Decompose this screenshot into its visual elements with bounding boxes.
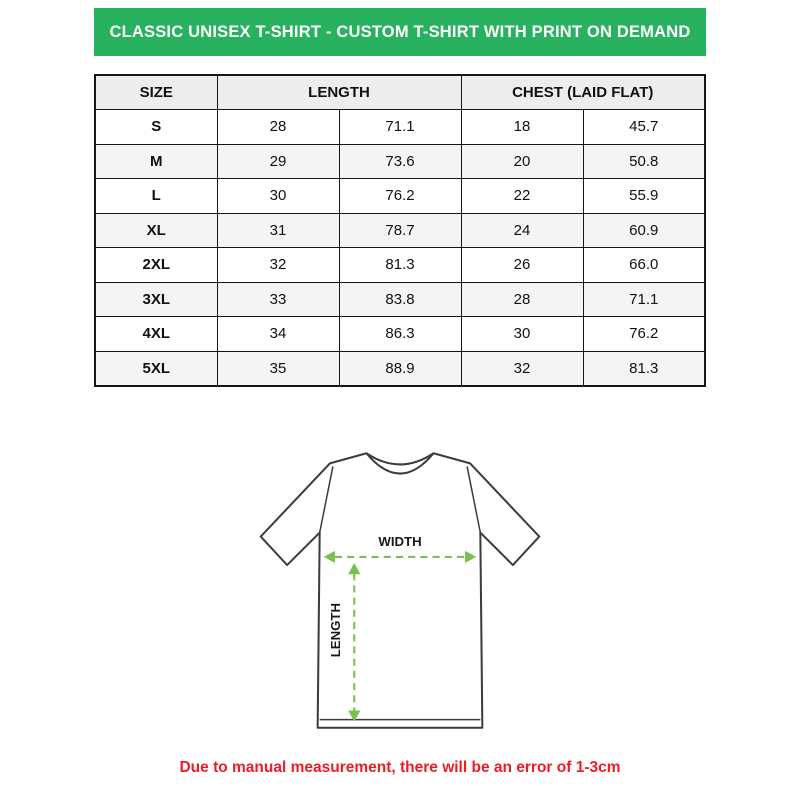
table-row [95, 144, 705, 179]
length-cm-cell: 86.3 [339, 317, 461, 352]
size-cell: 3XL [95, 282, 217, 317]
chest-cm-cell: 71.1 [583, 282, 705, 317]
size-cell: L [95, 179, 217, 214]
chest-inches-cell: 20 [461, 144, 583, 179]
chest-cm-cell: 50.8 [583, 144, 705, 179]
tshirt-outline [261, 453, 540, 728]
chest-cm-cell: 66.0 [583, 248, 705, 283]
chest-cm-cell: 45.7 [583, 110, 705, 145]
table-row [95, 213, 705, 248]
size-cell: XL [95, 213, 217, 248]
length-inches-cell: 28 [217, 110, 339, 145]
length-cm-cell: 71.1 [339, 110, 461, 145]
table-row [95, 110, 705, 145]
header-length: LENGTH [217, 75, 461, 110]
chest-inches-cell: 28 [461, 282, 583, 317]
length-inches-cell: 32 [217, 248, 339, 283]
chest-inches-cell: 26 [461, 248, 583, 283]
measurement-disclaimer: Due to manual measurement, there will be an error of 1-3cm [179, 758, 621, 776]
banner-title: CLASSIC UNISEX T-SHIRT - CUSTOM T-SHIRT WITH PRINT ON DEMAND [109, 22, 691, 41]
tshirt-diagram [250, 439, 550, 744]
length-cm-cell: 76.2 [339, 179, 461, 214]
size-cell: 2XL [95, 248, 217, 283]
chest-cm-cell: 76.2 [583, 317, 705, 352]
chest-cm-cell: 81.3 [583, 351, 705, 386]
length-cm-cell: 88.9 [339, 351, 461, 386]
length-inches-cell: 31 [217, 213, 339, 248]
chest-inches-cell: 30 [461, 317, 583, 352]
header-row [95, 75, 705, 110]
size-cell: M [95, 144, 217, 179]
table-row [95, 351, 705, 386]
length-inches-cell: 35 [217, 351, 339, 386]
size-cell: 5XL [95, 351, 217, 386]
chest-cm-cell: 60.9 [583, 213, 705, 248]
length-inches-cell: 30 [217, 179, 339, 214]
chest-cm-cell: 55.9 [583, 179, 705, 214]
chest-inches-cell: 24 [461, 213, 583, 248]
table-row [95, 282, 705, 317]
length-cm-cell: 81.3 [339, 248, 461, 283]
size-table-header [95, 75, 705, 110]
length-cm-cell: 78.7 [339, 213, 461, 248]
chest-inches-cell: 32 [461, 351, 583, 386]
size-cell: 4XL [95, 317, 217, 352]
header-chest: CHEST (LAID FLAT) [461, 75, 705, 110]
tshirt-diagram-wrap [94, 439, 706, 749]
length-label: LENGTH [328, 602, 344, 657]
table-row [95, 317, 705, 352]
table-row [95, 248, 705, 283]
size-table-body [95, 110, 705, 386]
length-cm-cell: 73.6 [339, 144, 461, 179]
chest-inches-cell: 22 [461, 179, 583, 214]
width-label: WIDTH [378, 533, 422, 549]
length-inches-cell: 33 [217, 282, 339, 317]
length-inches-cell: 34 [217, 317, 339, 352]
header-size: SIZE [95, 75, 217, 110]
chest-inches-cell: 18 [461, 110, 583, 145]
banner [94, 8, 706, 56]
table-row [95, 179, 705, 214]
length-cm-cell: 83.8 [339, 282, 461, 317]
length-inches-cell: 29 [217, 144, 339, 179]
size-cell: S [95, 110, 217, 145]
size-chart-table [94, 74, 706, 387]
page-container [94, 0, 706, 777]
